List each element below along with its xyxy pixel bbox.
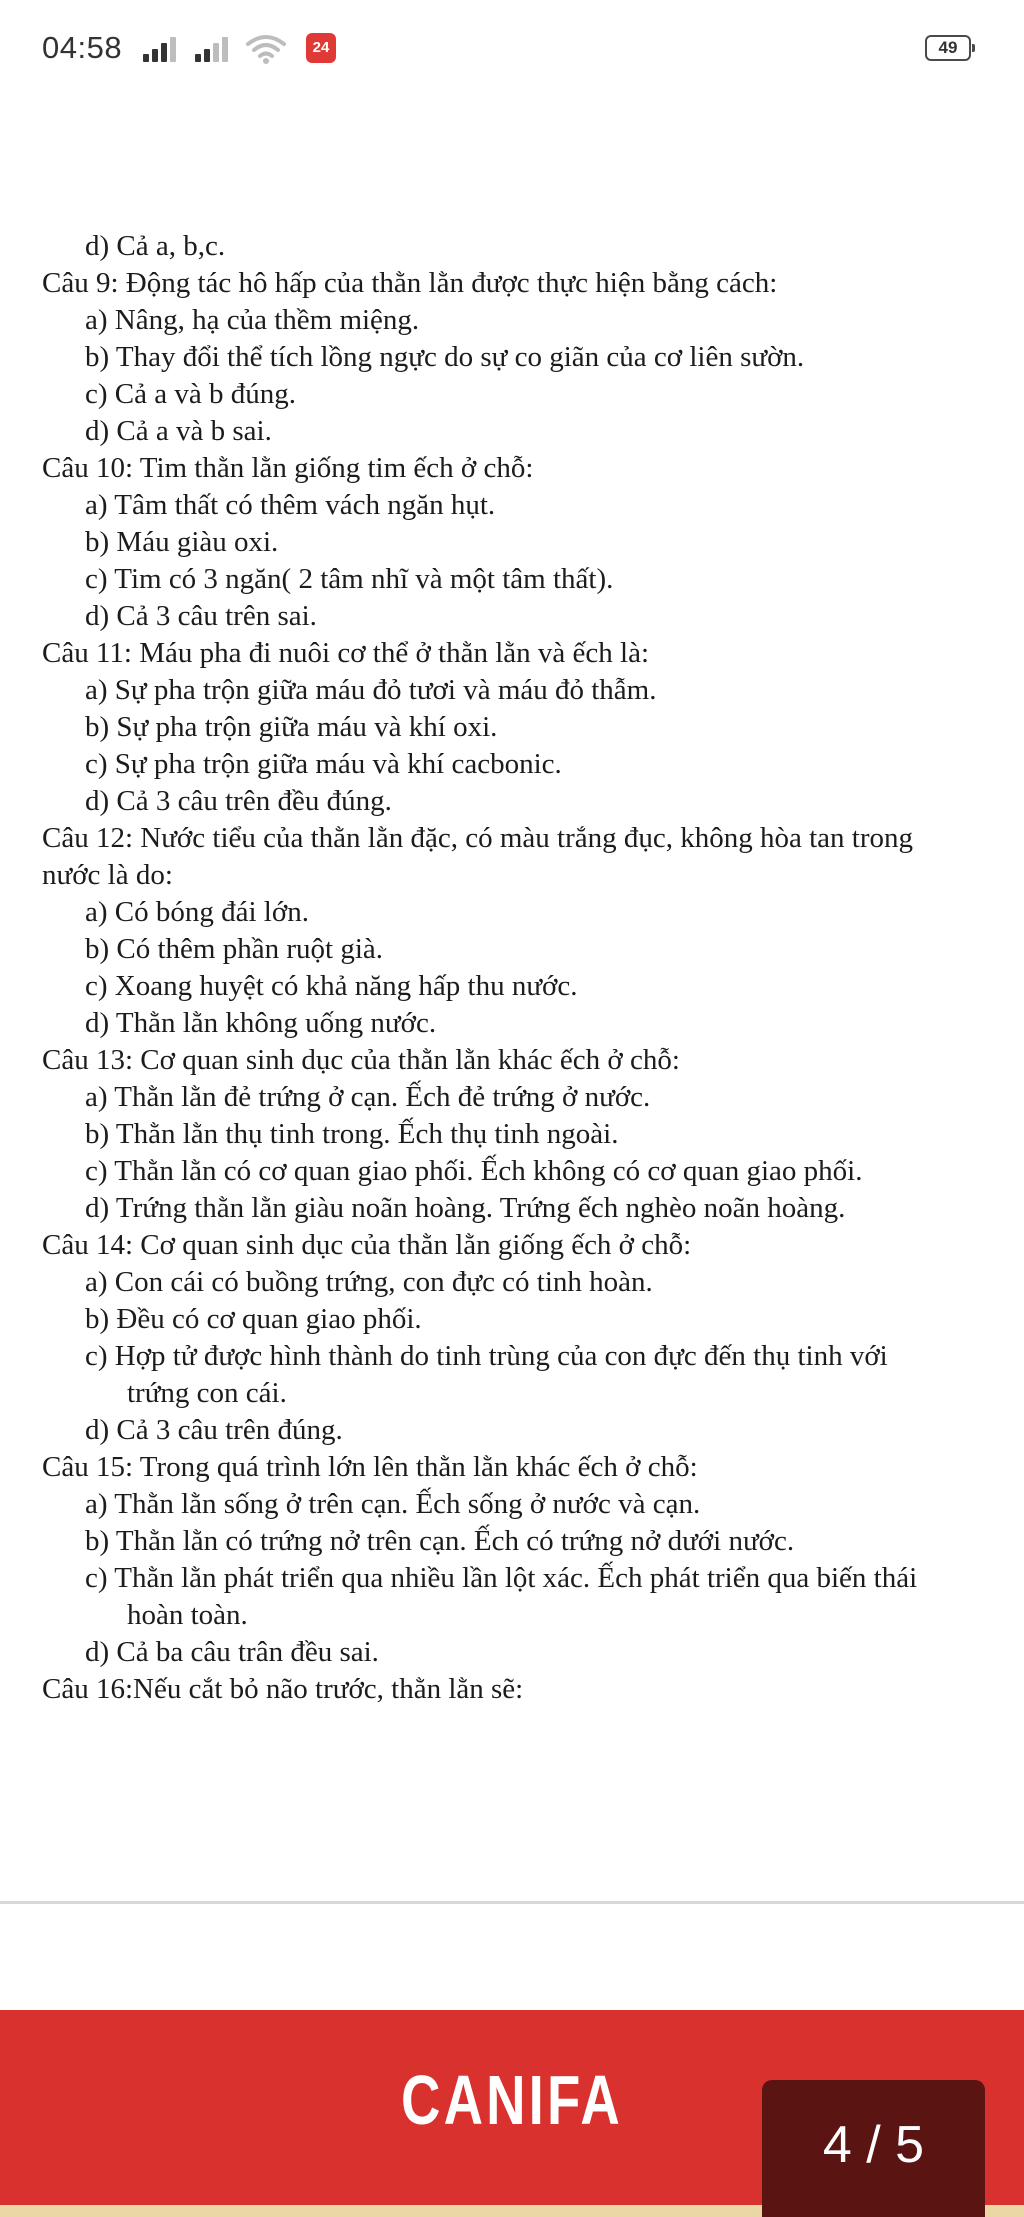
page-indicator: 4 / 5: [762, 2080, 985, 2217]
answer-option: c) Thằn lằn phát triển qua nhiều lần lột xác. Ếch phát triển qua biến thái: [85, 1562, 918, 1594]
answer-option: a) Sự pha trộn giữa máu đỏ tươi và máu đỏ thẫm.: [85, 674, 657, 706]
answer-option: a) Tâm thất có thêm vách ngăn hụt.: [85, 489, 496, 521]
wifi-icon: [246, 32, 286, 64]
answer-option: d) Cả ba câu trân đều sai.: [85, 1636, 379, 1668]
question-line: Câu 10: Tim thằn lằn giống tim ếch ở chỗ:: [42, 452, 534, 484]
status-bar: [0, 0, 1024, 100]
answer-option: b) Có thêm phần ruột già.: [85, 933, 384, 965]
question-line: Câu 13: Cơ quan sinh dục của thằn lằn khác ếch ở chỗ:: [42, 1044, 680, 1076]
question-line: Câu 12: Nước tiểu của thằn lằn đặc, có màu trắng đục, không hòa tan trong: [42, 822, 913, 854]
answer-option: c) Sự pha trộn giữa máu và khí cacbonic.: [85, 748, 562, 780]
answer-option: d) Cả a, b,c.: [85, 230, 226, 262]
app-notification-icon: 24: [306, 33, 336, 63]
answer-option: c) Xoang huyệt có khả năng hấp thu nước.: [85, 970, 578, 1002]
answer-option: d) Cả 3 câu trên đúng.: [85, 1414, 343, 1446]
answer-option: a) Có bóng đái lớn.: [85, 896, 309, 928]
ad-brand-logo[interactable]: CANIFA: [401, 2061, 623, 2139]
answer-option: c) Cả a và b đúng.: [85, 378, 296, 410]
question-line: Câu 9: Động tác hô hấp của thằn lằn được thực hiện bằng cách:: [42, 267, 778, 299]
answer-option: d) Trứng thằn lằn giàu noãn hoàng. Trứng ếch nghèo noãn hoàng.: [85, 1192, 846, 1224]
page-divider: [0, 1901, 1024, 1904]
answer-option: c) Thằn lằn có cơ quan giao phối. Ếch không có cơ quan giao phối.: [85, 1155, 863, 1187]
answer-option: b) Thằn lằn có trứng nở trên cạn. Ếch có trứng nở dưới nước.: [85, 1525, 795, 1557]
answer-option: c) Tim có 3 ngăn( 2 tâm nhĩ và một tâm thất).: [85, 563, 614, 595]
answer-option: d) Cả a và b sai.: [85, 415, 272, 447]
answer-option: d) Thằn lằn không uống nước.: [85, 1007, 437, 1039]
question-line: Câu 16:Nếu cắt bỏ não trước, thằn lằn sẽ:: [42, 1673, 524, 1705]
question-line: Câu 11: Máu pha đi nuôi cơ thể ở thằn lằn và ếch là:: [42, 637, 650, 669]
answer-option: b) Đều có cơ quan giao phối.: [85, 1303, 422, 1335]
answer-option: d) Cả 3 câu trên đều đúng.: [85, 785, 392, 817]
status-time: 04:58: [42, 30, 123, 65]
answer-option: a) Nâng, hạ của thềm miệng.: [85, 304, 420, 336]
question-line-continuation: nước là do:: [42, 859, 173, 891]
question-line: Câu 15: Trong quá trình lớn lên thằn lằn khác ếch ở chỗ:: [42, 1451, 698, 1483]
question-line: Câu 14: Cơ quan sinh dục của thằn lằn giống ếch ở chỗ:: [42, 1229, 692, 1261]
answer-option-continuation: hoàn toàn.: [127, 1599, 248, 1631]
answer-option: c) Hợp tử được hình thành do tinh trùng của con đực đến thụ tinh với: [85, 1340, 888, 1372]
answer-option: b) Thay đổi thể tích lồng ngực do sự co giãn của cơ liên sườn.: [85, 341, 805, 373]
signal-icon: [143, 36, 179, 62]
answer-option: d) Cả 3 câu trên sai.: [85, 600, 317, 632]
answer-option: a) Con cái có buồng trứng, con đực có tinh hoàn.: [85, 1266, 653, 1298]
answer-option: b) Máu giàu oxi.: [85, 526, 279, 558]
answer-option: a) Thằn lằn đẻ trứng ở cạn. Ếch đẻ trứng ở nước.: [85, 1081, 651, 1113]
answer-option-continuation: trứng con cái.: [127, 1377, 287, 1409]
signal-icon: [195, 36, 231, 62]
battery-icon: 49: [925, 35, 971, 61]
answer-option: a) Thằn lằn sống ở trên cạn. Ếch sống ở nước và cạn.: [85, 1488, 701, 1520]
answer-option: b) Sự pha trộn giữa máu và khí oxi.: [85, 711, 498, 743]
answer-option: b) Thằn lằn thụ tinh trong. Ếch thụ tinh ngoài.: [85, 1118, 619, 1150]
